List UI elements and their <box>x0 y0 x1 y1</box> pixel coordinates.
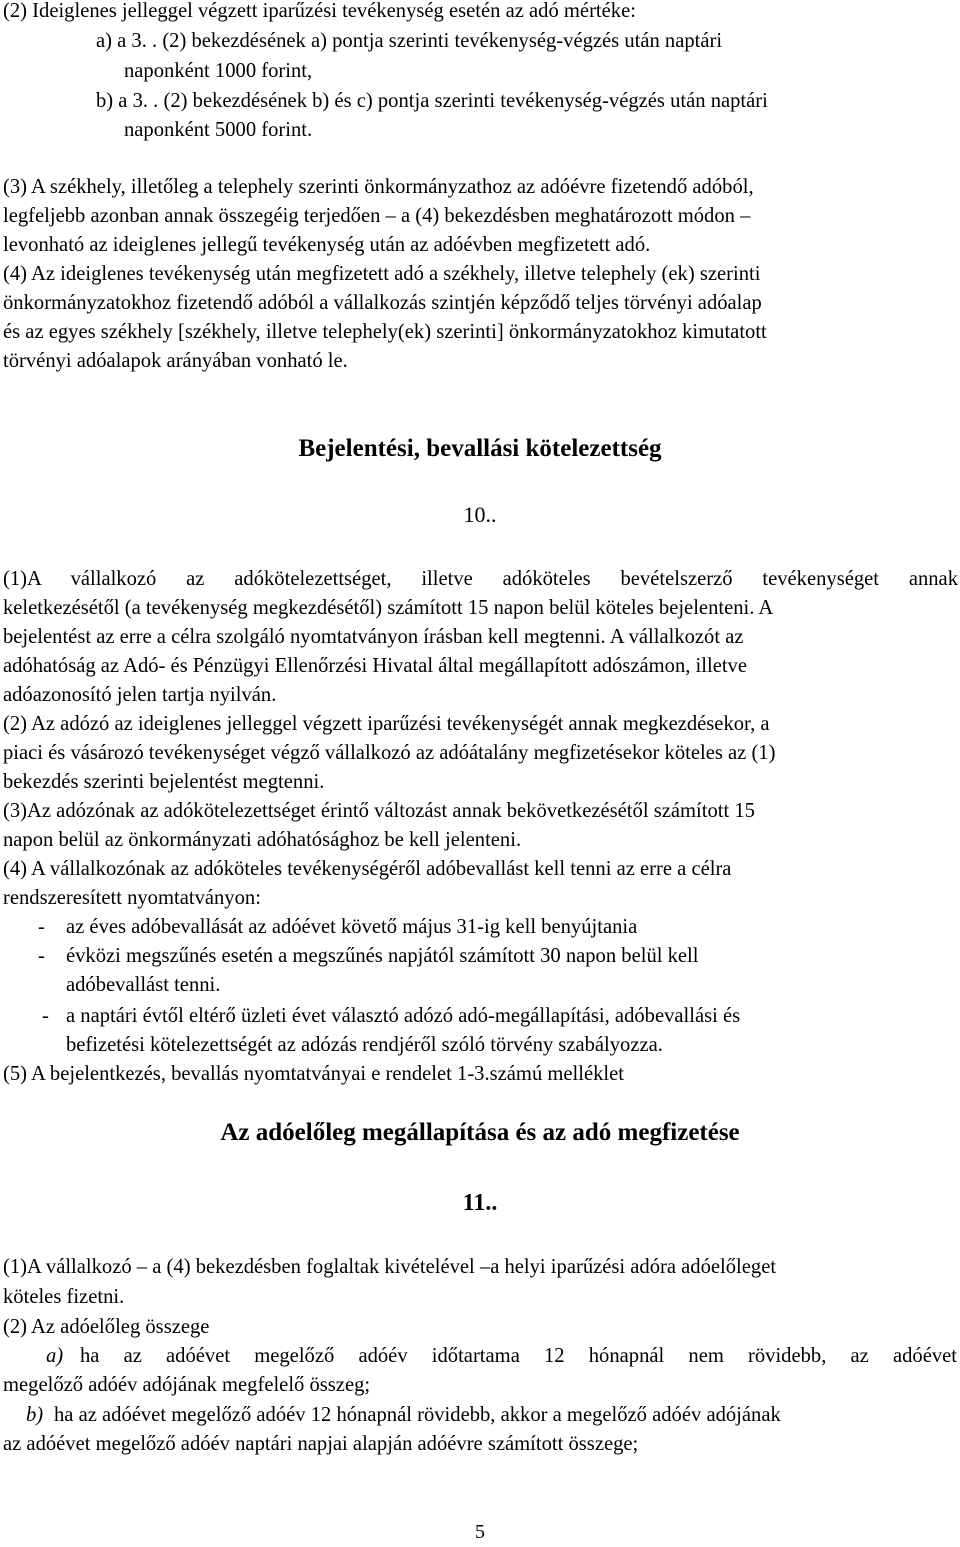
paragraph-4-line-4: törvényi adóalapok arányában vonható le. <box>3 350 348 372</box>
s10-paragraph-1-line-3: bejelentést az erre a célra szolgáló nyomtatványon írásban kell megtenni. A vállalkozót az <box>3 626 744 648</box>
section-heading-adoeloleg: Az adóelőleg megállapítása és az adó megfizetése <box>220 1119 740 1146</box>
s10-paragraph-4-line-2: rendszeresített nyomtatványon: <box>3 887 261 909</box>
paragraph-4-line-1: (4) Az ideiglenes tevékenység után megfizetett adó a székhely, illetve telephely (ek) szerinti <box>3 263 761 285</box>
s10-paragraph-4-line-1: (4) A vállalkozónak az adóköteles tevékenységéről adóbevallást kell tenni az erre a célra <box>3 858 732 880</box>
s10-paragraph-5: (5) A bejelentkezés, bevallás nyomtatványai e rendelet 1-3.számú melléklet <box>3 1063 625 1085</box>
s10-paragraph-3-line-2: napon belül az önkormányzati adóhatósághoz be kell jelenteni. <box>3 829 522 851</box>
paragraph-4-line-2: önkormányzatokhoz fizetendő adóból a vállalkozás szintjén képződő teljes törvényi adóalap <box>3 292 762 314</box>
item-b-line-1: b) a 3. . (2) bekezdésének b) és c) pontja szerinti tevékenység-végzés után naptári <box>96 90 768 112</box>
s10-paragraph-1-line-4: adóhatóság az Adó- és Pénzügyi Ellenőrzési Hivatal által megállapított adószámon, illetve <box>3 655 747 677</box>
s11-item-b-label: b) <box>26 1404 44 1426</box>
s10-paragraph-1-line-5: adóazonosító jelen tartja nyilván. <box>3 684 277 706</box>
s11-item-a-line-2: megelőző adóév adójának megfelelő összeg; <box>3 1374 371 1396</box>
s11-paragraph-1-line-1: (1)A vállalkozó – a (4) bekezdésben foglaltak kivételével –a helyi iparűzési adóra adóelőleget <box>3 1256 777 1278</box>
item-a-line-2: naponként 1000 forint, <box>124 60 313 82</box>
item-b-line-2: naponként 5000 forint. <box>124 119 313 141</box>
s11-item-b-line-2: az adóévet megelőző adóév naptári napjai alapján adóévre számított összege; <box>3 1433 639 1455</box>
bullet-3-line-2: befizetési kötelezettségét az adózás rendjéről szóló törvény szabályozza. <box>66 1034 663 1056</box>
paragraph-4-line-3: és az egyes székhely [székhely, illetve telephely(ek) szerinti] önkormányzatokhoz kimutatott <box>3 321 767 343</box>
s10-paragraph-2-line-3: bekezdés szerinti bejelentést megtenni. <box>3 771 325 793</box>
section-heading-bejelentesi: Bejelentési, bevallási kötelezettség <box>298 435 662 462</box>
bullet-2-line-1: évközi megszűnés esetén a megszűnés napjától számított 30 napon belül kell <box>66 945 699 967</box>
s11-item-a-line-1: ha az adóévet megelőző adóév időtartama 12 hónapnál nem rövidebb, az adóévet <box>80 1345 957 1367</box>
item-a-line-1: a) a 3. . (2) bekezdésének a) pontja szerinti tevékenység-végzés után naptári <box>96 30 723 52</box>
bullet-dash: - <box>42 1005 49 1027</box>
s10-paragraph-2-line-1: (2) Az adózó az ideiglenes jelleggel végzett iparűzési tevékenységét annak megkezdésekor, a <box>3 713 770 735</box>
s11-item-b-line-1: ha az adóévet megelőző adóév 12 hónapnál rövidebb, akkor a megelőző adóév adójának <box>54 1404 781 1426</box>
s10-paragraph-1-line-2: keletkezésétől (a tevékenység megkezdésétől) számított 15 napon belül köteles bejelenteni. A <box>3 597 774 619</box>
page-number: 5 <box>475 1521 485 1543</box>
bullet-dash: - <box>38 916 45 938</box>
s10-paragraph-1-line-1: (1)A vállalkozó az adókötelezettséget, illetve adóköteles bevételszerző tevékenységet annak <box>3 568 958 590</box>
paragraph-2-intro: (2) Ideiglenes jelleggel végzett iparűzési tevékenység esetén az adó mértéke: <box>3 0 636 22</box>
s11-item-a-label: a) <box>46 1345 64 1367</box>
bullet-dash: - <box>38 945 45 967</box>
paragraph-3-line-1: (3) A székhely, illetőleg a telephely szerinti önkormányzathoz az adóévre fizetendő adóból, <box>3 176 754 198</box>
s11-paragraph-1-line-2: köteles fizetni. <box>3 1286 125 1308</box>
bullet-1-text: az éves adóbevallását az adóévet követő május 31-ig kell benyújtania <box>66 916 638 938</box>
bullet-3-line-1: a naptári évtől eltérő üzleti évet választó adózó adó-megállapítási, adóbevallási és <box>66 1005 741 1027</box>
s11-paragraph-2: (2) Az adóelőleg összege <box>3 1316 210 1338</box>
bullet-2-line-2: adóbevallást tenni. <box>66 974 221 996</box>
s10-paragraph-3-line-1: (3)Az adózónak az adókötelezettséget érintő változást annak bekövetkezésétől számított 15 <box>3 800 755 822</box>
s10-paragraph-2-line-2: piaci és vásározó tevékenységet végző vállalkozó az adóátalány megfizetésekor köteles az (1) <box>3 742 776 764</box>
paragraph-3-line-3: levonható az ideiglenes jellegű tevékenység után az adóévben megfizetett adó. <box>3 234 651 256</box>
paragraph-3-line-2: legfeljebb azonban annak összegéig terjedően – a (4) bekezdésben meghatározott módon – <box>3 205 751 227</box>
section-number-11: 11.. <box>462 1190 498 1216</box>
section-number-10: 10.. <box>463 502 497 527</box>
